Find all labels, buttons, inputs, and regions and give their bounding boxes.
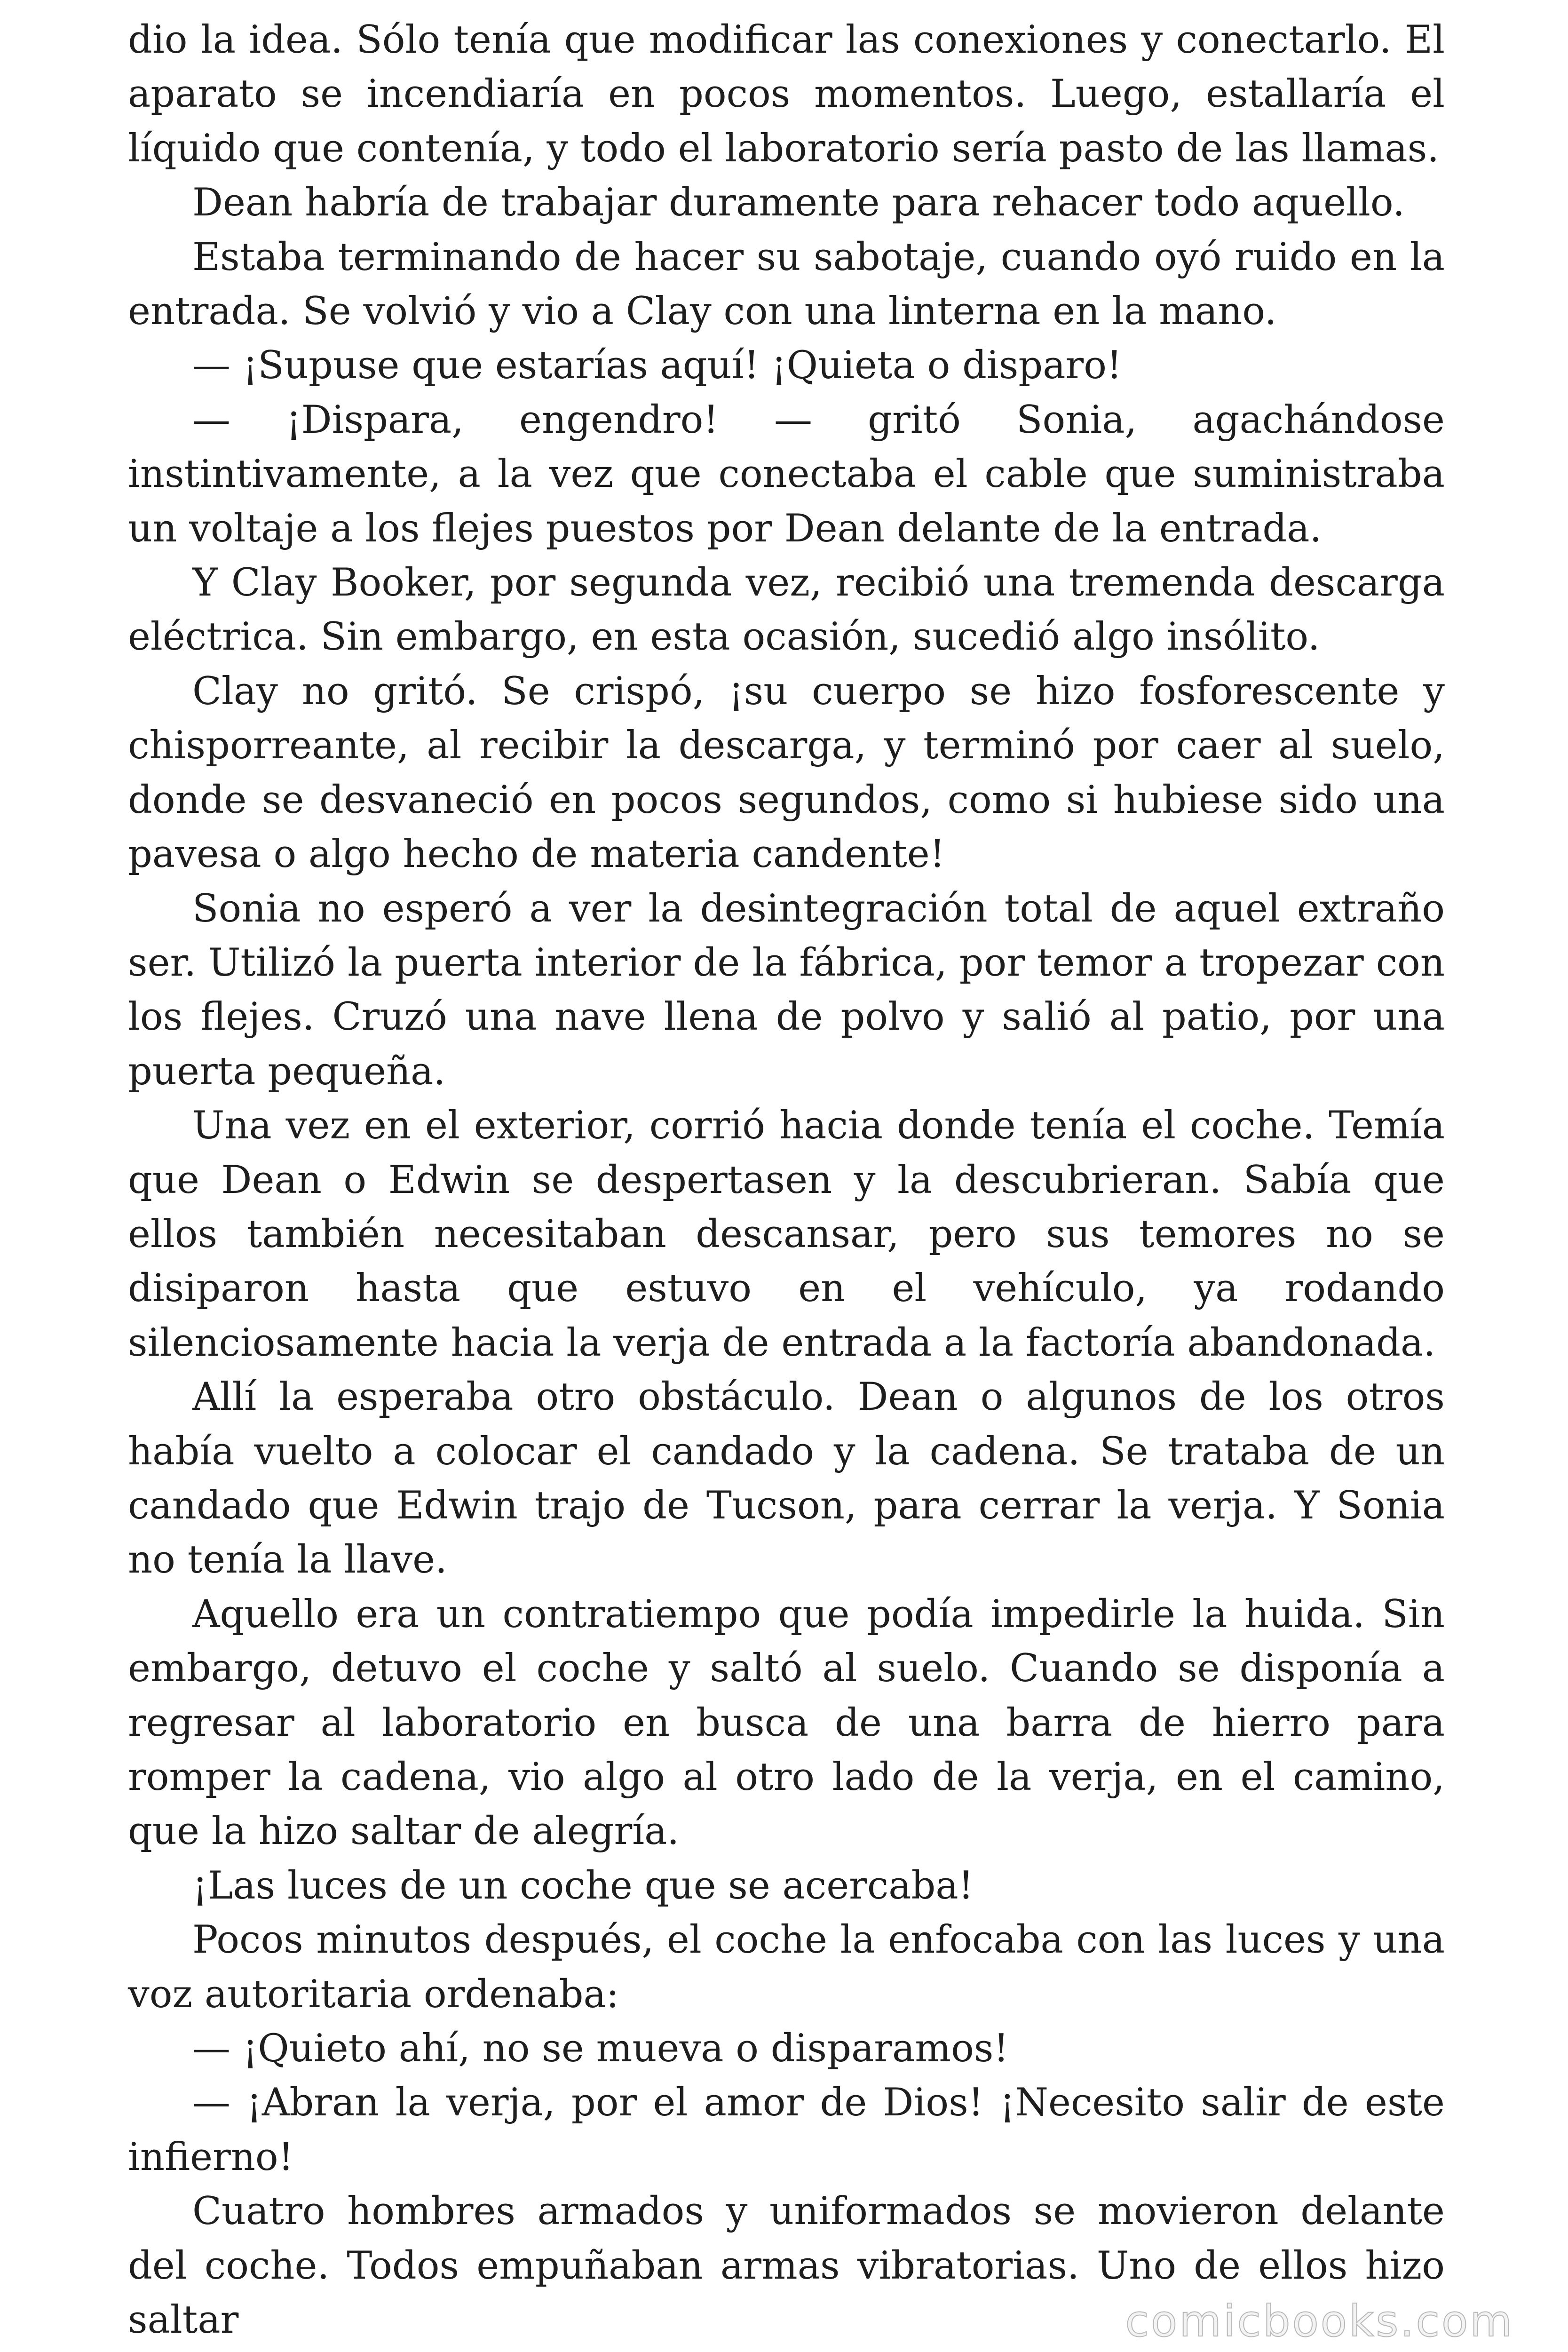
dialogue-line: — ¡Supuse que estarías aquí! ¡Quieta o disparo!	[192, 343, 1122, 388]
paragraph: Pocos minutos después, el coche la enfocaba con las luces y una voz autoritaria ordenaba:	[128, 1918, 1445, 2017]
watermark: comicbooks.com	[1125, 2296, 1514, 2346]
dialogue-line: — ¡Abran la verja, por el amor de Dios! ¡Necesito salir de este infierno!	[128, 2081, 1445, 2179]
paragraph: Aquello era un contratiempo que podía impedirle la huida. Sin embargo, detuvo el coche y saltó al suelo. Cuando se disponía a regresar al laboratorio en busca de una barra de hierro para romper la cadena, vio algo al otro lado de la verja, en el camino, que la hizo saltar de alegría.	[128, 1592, 1445, 1854]
paragraph: Allí la esperaba otro obstáculo. Dean o algunos de los otros había vuelto a colocar el candado y la cadena. Se trataba de un candado que Edwin trajo de Tucson, para cerrar la verja. Y Sonia no tenía la llave.	[128, 1375, 1445, 1582]
paragraph: Dean habría de trabajar duramente para rehacer todo aquello.	[192, 181, 1405, 225]
paragraph: Clay no gritó. Se crispó, ¡su cuerpo se hizo fosforescente y chisporreante, al recibir la descarga, y terminó por caer al suelo, donde se desvaneció en pocos segundos, como si hubiese sido una pavesa o algo hecho de materia candente!	[128, 669, 1445, 877]
dialogue-line: — ¡Dispara, engendro! — gritó Sonia, agachándose instintivamente, a la vez que conectaba el cable que suministraba un voltaje a los flejes puestos por Dean delante de la entrada.	[128, 397, 1445, 551]
paragraph: Sonia no esperó a ver la desintegración total de aquel extraño ser. Utilizó la puerta interior de la fábrica, por temor a tropezar con los flejes. Cruzó una nave llena de polvo y salió al patio, por una puerta pequeña.	[128, 886, 1445, 1094]
dialogue-line: — ¡Quieto ahí, no se mueva o disparamos!	[192, 2026, 1009, 2071]
paragraph: Cuatro hombres armados y uniformados se movieron delante del coche. Todos empuñaban armas vibratorias. Uno de ellos hizo saltar	[128, 2189, 1445, 2343]
paragraph: ¡Las luces de un coche que se acercaba!	[192, 1863, 974, 1908]
paragraph: Y Clay Booker, por segunda vez, recibió una tremenda descarga eléctrica. Sin embargo, en esta ocasión, sucedió algo insólito.	[128, 561, 1445, 660]
paragraph: Estaba terminando de hacer su sabotaje, cuando oyó ruido en la entrada. Se volvió y vio a Clay con una linterna en la mano.	[128, 235, 1445, 334]
page-text	[128, 13, 1445, 2347]
paragraph: dio la idea. Sólo tenía que modificar las conexiones y conectarlo. El aparato se incendiaría en pocos momentos. Luego, estallaría el líquido que contenía, y todo el laboratorio sería pasto de las llamas.	[128, 18, 1445, 171]
paragraph: Una vez en el exterior, corrió hacia donde tenía el coche. Temía que Dean o Edwin se despertasen y la descubrieran. Sabía que ellos también necesitaban descansar, pero sus temores no se disiparon hasta que estuvo en el vehículo, ya rodando silenciosamente hacia la verja de entrada a la factoría abandonada.	[128, 1104, 1445, 1365]
